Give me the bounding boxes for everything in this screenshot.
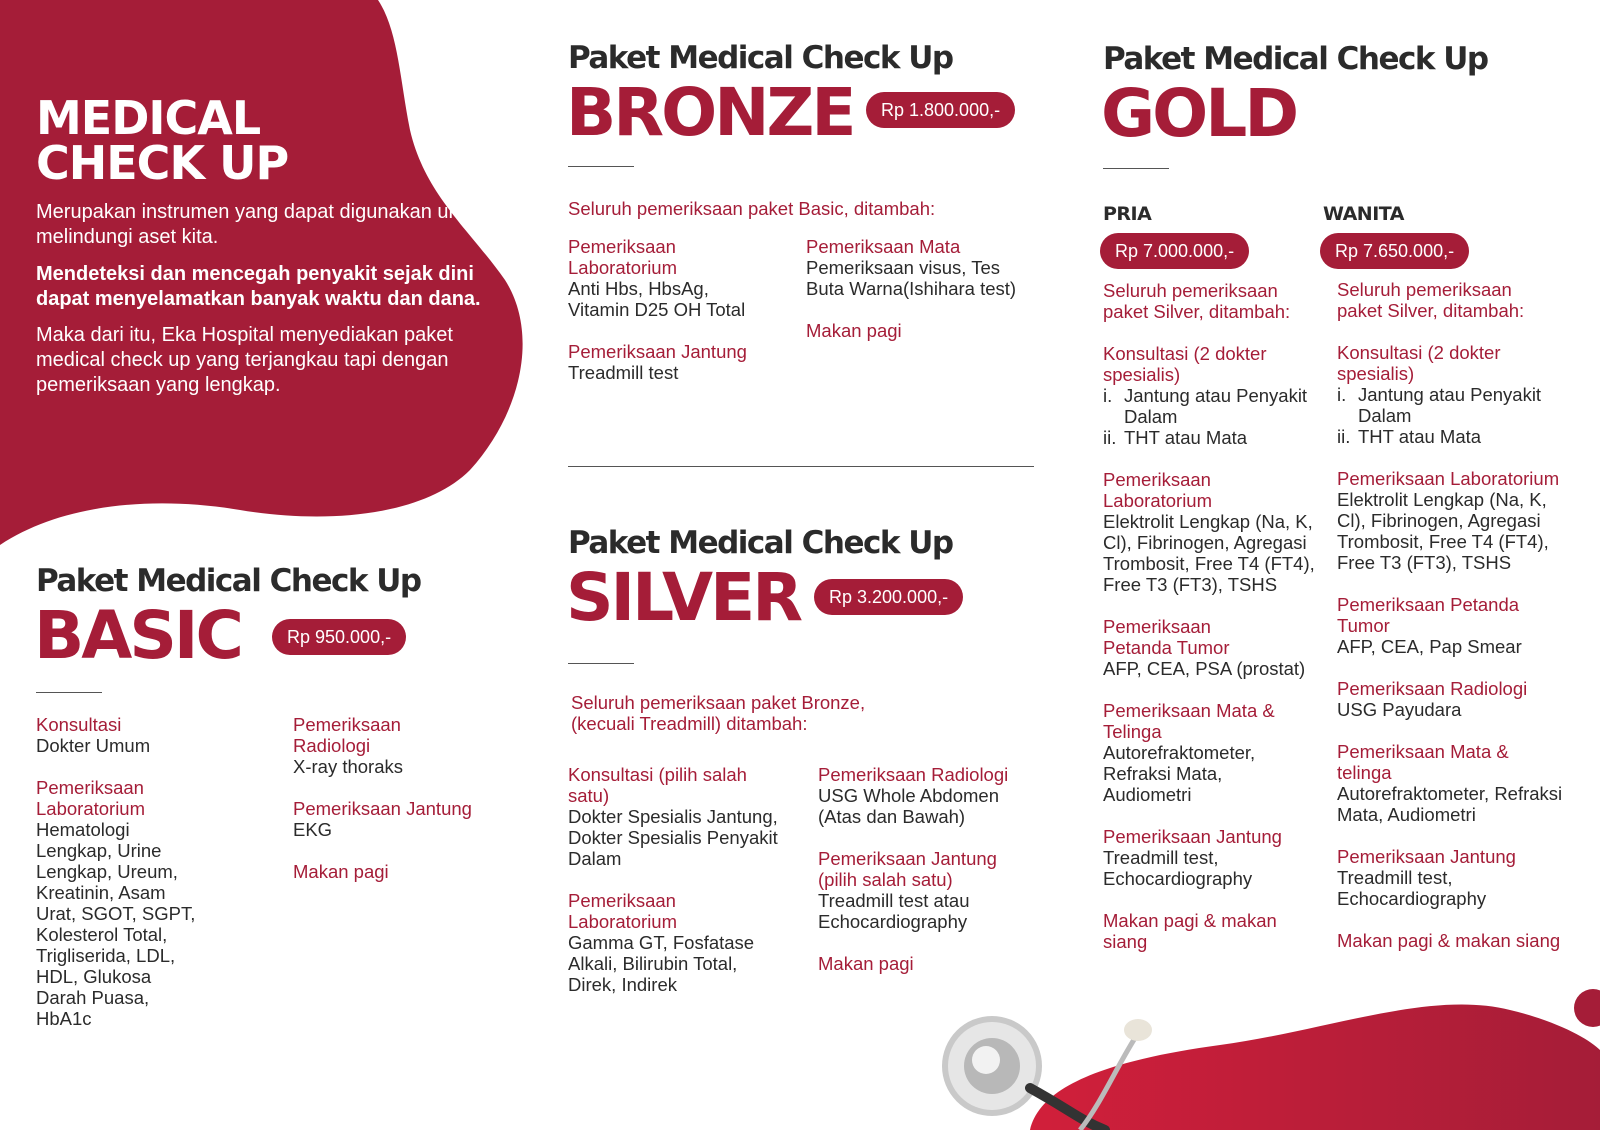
silver-section: [818, 848, 1028, 932]
consult-list: [1103, 385, 1323, 448]
gold-wanita-label: WANITA: [1323, 203, 1404, 225]
section-heading: Pemeriksaan Laboratorium: [1103, 469, 1213, 511]
section-body: Gamma GT, Fosfatase Alkali, Bilirubin Total, Direk, Indirek: [568, 932, 755, 995]
consult-list-item: i. Jantung atau Penyakit Dalam: [1337, 384, 1542, 426]
section-body: Dokter Umum: [36, 735, 151, 756]
basic-section: [36, 714, 236, 756]
section-heading: Pemeriksaan Mata & telinga: [1337, 741, 1509, 783]
bronze-section: [568, 236, 768, 320]
gold-kicker: Paket Medical Check Up: [1103, 41, 1488, 77]
bronze-divider: [568, 166, 634, 167]
bronze-price-badge: Rp 1.800.000,-: [866, 92, 1015, 128]
section-heading: Pemeriksaan Mata: [806, 236, 961, 257]
gold-wanita-section: [1337, 846, 1587, 909]
section-heading: Pemeriksaan Jantung: [293, 798, 472, 819]
gold-wanita-section: [1337, 741, 1587, 825]
intro-title-line2: CHECK UP: [36, 136, 289, 190]
consult-list-item: ii. THT atau Mata: [1103, 427, 1248, 448]
gold-wanita-column: [1337, 279, 1587, 972]
section-heading: Pemeriksaan Laboratorium: [1337, 468, 1560, 489]
gold-package-name: GOLD: [1101, 75, 1297, 152]
gold-wanita-price-badge: Rp 7.650.000,-: [1320, 233, 1469, 269]
bronze-kicker: Paket Medical Check Up: [568, 40, 953, 76]
silver-section: [818, 953, 1028, 974]
section-heading: Pemeriksaan Petanda Tumor: [1337, 594, 1520, 636]
intro-paragraph-3: Maka dari itu, Eka Hospital menyediakan paket medical check up yang terjangkau tapi dengan pemeriksaan yang lengkap.: [36, 324, 453, 396]
section-heading: Seluruh pemeriksaan paket Silver, ditambah:: [1337, 279, 1525, 321]
bronze-column-2: [806, 236, 1036, 362]
section-body: Autorefraktometer, Refraksi Mata, Audiometri: [1103, 742, 1256, 805]
section-body: Dokter Spesialis Jantung, Dokter Spesialis Penyakit Dalam: [568, 806, 778, 869]
section-body: EKG: [293, 819, 333, 840]
silver-section: [568, 764, 798, 869]
intro-title-line1: MEDICAL: [36, 91, 261, 145]
bronze-intro: Seluruh pemeriksaan paket Basic, ditambah:: [568, 198, 936, 219]
section-body: Elektrolit Lengkap (Na, K, Cl), Fibrinogen, Agregasi Trombosit, Free T4 (FT4), Free T3 (FT3), TSHS: [1337, 489, 1549, 573]
section-body: USG Whole Abdomen (Atas dan Bawah): [818, 785, 999, 827]
gold-pria-section: [1103, 469, 1323, 595]
intro-title: [36, 91, 289, 190]
gold-pria-section: [1103, 616, 1323, 679]
stethoscope-icon: [930, 1010, 1210, 1130]
gold-pria-consult: [1103, 343, 1323, 448]
gold-divider: [1103, 168, 1169, 169]
basic-divider: [36, 692, 102, 693]
section-heading: Seluruh pemeriksaan paket Silver, ditambah:: [1103, 280, 1291, 322]
section-heading: Pemeriksaan Radiologi: [1337, 678, 1528, 699]
gold-wanita-consult: [1337, 342, 1587, 447]
section-body: AFP, CEA, PSA (prostat): [1103, 658, 1306, 679]
section-heading: Pemeriksaan Laboratorium: [568, 890, 678, 932]
basic-column-2: [293, 714, 493, 903]
gold-wanita-intro: [1337, 279, 1537, 321]
bronze-section: [568, 341, 768, 383]
gold-pria-section: [1103, 910, 1323, 952]
section-body: Treadmill test: [568, 362, 679, 383]
bronze-silver-divider: [568, 466, 1034, 467]
basic-section: [293, 798, 493, 840]
section-body: Hematologi Lengkap, Urine Lengkap, Ureum, Kreatinin, Asam Urat, SGOT, SGPT, Kolesterol Total, Trigliserida, LDL, HDL, Glukosa Darah Puasa, HbA1c: [36, 819, 196, 1029]
consult-list-item: ii. THT atau Mata: [1337, 426, 1482, 447]
intro-paragraph-1: Merupakan instrumen yang dapat digunakan untuk melindungi aset kita.: [36, 201, 487, 248]
section-body: USG Payudara: [1337, 699, 1462, 720]
bronze-section: [806, 236, 1036, 299]
silver-kicker: Paket Medical Check Up: [568, 525, 953, 561]
bronze-package-name: BRONZE: [566, 74, 854, 151]
gold-pria-column: [1103, 280, 1323, 973]
section-heading: Makan pagi: [818, 953, 914, 974]
silver-section: [818, 764, 1028, 827]
section-heading: Konsultasi (pilih salah satu): [568, 764, 747, 806]
section-heading: Pemeriksaan Petanda Tumor: [1103, 616, 1230, 658]
gold-pria-section: [1103, 826, 1323, 889]
silver-section: [568, 890, 798, 995]
section-heading: Konsultasi: [36, 714, 122, 735]
section-body: Pemeriksaan visus, Tes Buta Warna(Ishihara test): [806, 257, 1017, 299]
basic-kicker: Paket Medical Check Up: [36, 563, 421, 599]
consult-list: [1337, 384, 1573, 447]
section-body: AFP, CEA, Pap Smear: [1337, 636, 1522, 657]
section-heading: Makan pagi & makan siang: [1103, 910, 1277, 952]
silver-price-badge: Rp 3.200.000,-: [814, 579, 963, 615]
gold-pria-label: PRIA: [1103, 203, 1152, 225]
section-body: Treadmill test atau Echocardiography: [818, 890, 970, 932]
section-body: Treadmill test, Echocardiography: [1103, 847, 1253, 889]
section-heading: Konsultasi (2 dokter spesialis): [1103, 343, 1267, 385]
section-heading: Pemeriksaan Radiologi: [818, 764, 1009, 785]
section-heading: Pemeriksaan Jantung: [1337, 846, 1516, 867]
gold-wanita-section: [1337, 468, 1587, 573]
section-heading: Pemeriksaan Laboratorium: [36, 777, 146, 819]
section-body: Autorefraktometer, Refraksi Mata, Audiometri: [1337, 783, 1563, 825]
basic-column-1: [36, 714, 236, 1050]
gold-wanita-section: [1337, 930, 1587, 951]
section-heading: Makan pagi: [806, 320, 902, 341]
section-heading: Makan pagi & makan siang: [1337, 930, 1561, 951]
bronze-column-1: [568, 236, 768, 404]
gold-pria-intro: [1103, 280, 1303, 322]
basic-package-name: BASIC: [34, 597, 241, 674]
basic-price-badge: Rp 950.000,-: [272, 619, 406, 655]
gold-wanita-section: [1337, 678, 1587, 720]
silver-column-1: [568, 764, 798, 1016]
section-heading: Makan pagi: [293, 861, 389, 882]
basic-section: [293, 714, 423, 777]
consult-list-item: i. Jantung atau Penyakit Dalam: [1103, 385, 1308, 427]
section-body: Treadmill test, Echocardiography: [1337, 867, 1487, 909]
basic-section: [36, 777, 206, 1029]
silver-divider: [568, 663, 634, 664]
bronze-section: [806, 320, 1036, 341]
section-heading: Pemeriksaan Jantung (pilih salah satu): [818, 848, 997, 890]
section-body: Anti Hbs, HbsAg, Vitamin D25 OH Total: [568, 278, 746, 320]
section-heading: Pemeriksaan Mata & Telinga: [1103, 700, 1275, 742]
section-body: Elektrolit Lengkap (Na, K, Cl), Fibrinogen, Agregasi Trombosit, Free T4 (FT4), Free T3 (FT3), TSHS: [1103, 511, 1315, 595]
gold-pria-price-badge: Rp 7.000.000,-: [1100, 233, 1249, 269]
section-heading: Pemeriksaan Laboratorium: [568, 236, 678, 278]
gold-pria-section: [1103, 700, 1323, 805]
section-heading: Pemeriksaan Radiologi: [293, 714, 401, 756]
basic-section: [293, 861, 493, 882]
section-heading: Pemeriksaan Jantung: [568, 341, 747, 362]
section-heading: Konsultasi (2 dokter spesialis): [1337, 342, 1501, 384]
section-heading: Pemeriksaan Jantung: [1103, 826, 1282, 847]
silver-intro: Seluruh pemeriksaan paket Bronze, (kecuali Treadmill) ditambah:: [571, 692, 866, 734]
gold-wanita-section: [1337, 594, 1587, 657]
intro-paragraph-2: Mendeteksi dan mencegah penyakit sejak dini dapat menyelamatkan banyak waktu dan dana.: [36, 263, 481, 310]
section-body: X-ray thoraks: [293, 756, 404, 777]
silver-column-2: [818, 764, 1028, 995]
silver-package-name: SILVER: [566, 559, 801, 636]
